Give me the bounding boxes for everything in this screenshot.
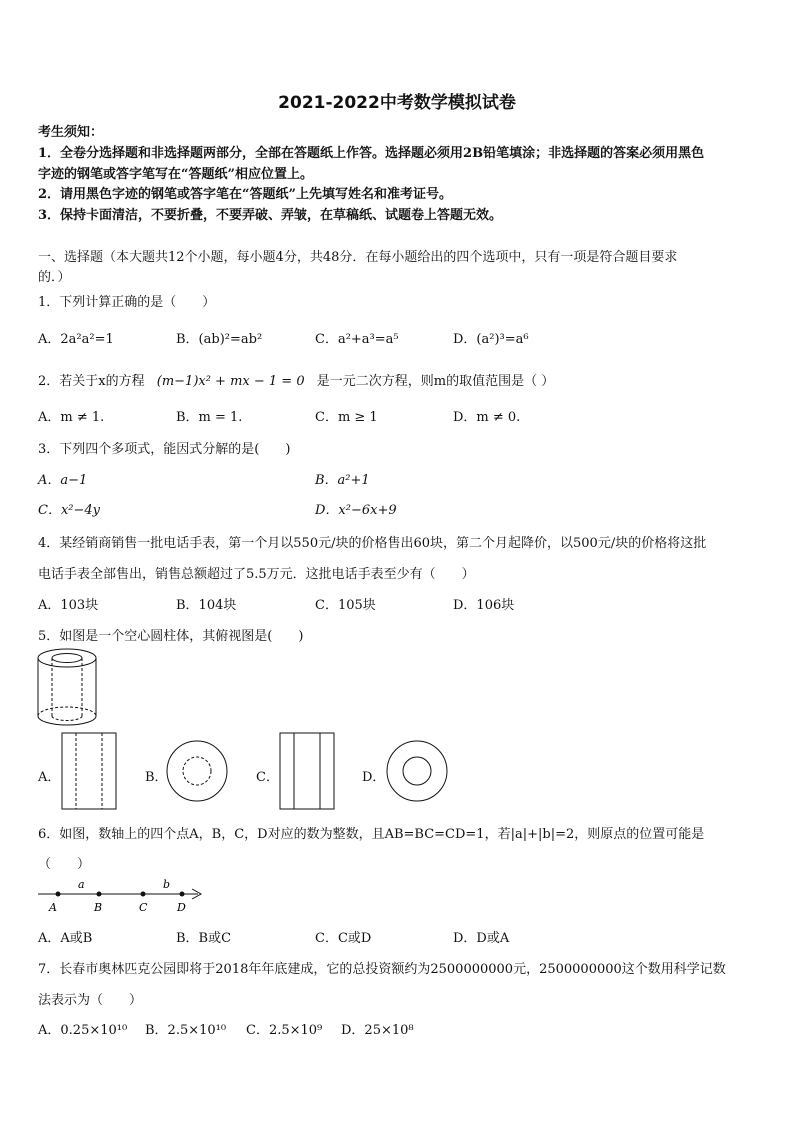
- section-heading-cont: 的．）: [38, 270, 71, 285]
- notice-item-1-cont: 字迹的钢笔或答字笔写在“答题纸”相应位置上。: [38, 167, 313, 182]
- q2-equation: (m−1)x² + mx − 1 = 0: [156, 374, 305, 389]
- q5-option-b[interactable]: B．: [145, 770, 168, 785]
- q6-option-d[interactable]: D．D或A: [453, 931, 510, 946]
- axis-label-c: C: [139, 901, 148, 914]
- q3-option-a[interactable]: A．a−1: [38, 473, 88, 488]
- q2-option-d[interactable]: D．m ≠ 0.: [453, 410, 521, 425]
- axis-mark-a: a: [78, 878, 85, 891]
- q2-stem: [38, 370, 554, 389]
- q3-option-c[interactable]: C．x²−4y: [38, 503, 100, 518]
- q1-option-b[interactable]: B．(ab)²=ab²: [176, 332, 263, 347]
- q7-option-d[interactable]: D．25×10⁸: [341, 1023, 414, 1038]
- notice-item-2: 2．请用黑色字迹的钢笔或答字笔在“答题纸”上先填写姓名和准考证号。: [38, 187, 453, 202]
- q1-stem: 1．下列计算正确的是（ ）: [38, 295, 216, 310]
- q2-option-c[interactable]: C．m ≥ 1: [315, 410, 378, 425]
- q7-option-a[interactable]: A．0.25×10¹⁰: [38, 1023, 128, 1038]
- hollow-cylinder-figure: [34, 646, 100, 728]
- q2-option-a[interactable]: A．m ≠ 1.: [38, 410, 105, 425]
- q2-stem-post: 是一元二次方程，则m的取值范围是（ ）: [316, 374, 555, 389]
- q1-option-c[interactable]: C．a²+a³=a⁵: [315, 332, 399, 347]
- q5-option-d-figure[interactable]: [384, 738, 450, 804]
- q7-option-b[interactable]: B．2.5×10¹⁰: [145, 1023, 227, 1038]
- q4-option-a[interactable]: A．103块: [38, 598, 99, 613]
- q5-option-a-figure[interactable]: [60, 731, 118, 811]
- q1-option-a[interactable]: A．2a²a²=1: [38, 332, 114, 347]
- q5-option-d[interactable]: D．: [362, 770, 386, 785]
- q6-stem-cont: （ ）: [38, 857, 91, 872]
- exam-title: 2021-2022中考数学模拟试卷: [278, 93, 516, 113]
- notice-item-1: 1．全卷分选择题和非选择题两部分，全部在答题纸上作答。选择题必须用2B铅笔填涂；非选择题的答案必须用黑色: [38, 146, 705, 161]
- q2-option-b[interactable]: B．m = 1.: [176, 410, 243, 425]
- number-line-figure: [36, 876, 206, 916]
- q4-option-c[interactable]: C．105块: [315, 598, 376, 613]
- axis-label-d: D: [177, 901, 186, 914]
- q6-option-b[interactable]: B．B或C: [176, 931, 232, 946]
- q4-stem-cont: 电话手表全部售出，销售总额超过了5.5万元．这批电话手表至少有（ ）: [38, 567, 475, 582]
- section-heading: 一、选择题（本大题共12个小题，每小题4分，共48分．在每小题给出的四个选项中，只有一项是符合题目要求: [38, 250, 678, 265]
- q5-option-c-figure[interactable]: [278, 731, 336, 811]
- q5-stem: 5．如图是一个空心圆柱体，其俯视图是( ): [38, 629, 304, 644]
- q1-option-d[interactable]: D．(a²)³=a⁶: [453, 332, 529, 347]
- notice-heading: 考生须知：: [38, 125, 104, 140]
- notice-item-3: 3．保持卡面清洁，不要折叠，不要弄破、弄皱，在草稿纸、试题卷上答题无效。: [38, 208, 503, 223]
- q4-option-b[interactable]: B．104块: [176, 598, 237, 613]
- q3-option-d[interactable]: D．x²−6x+9: [315, 503, 397, 518]
- axis-label-a: A: [49, 901, 57, 914]
- q5-option-c[interactable]: C．: [256, 770, 279, 785]
- q5-option-a[interactable]: A．: [38, 770, 61, 785]
- q3-stem: 3．下列四个多项式，能因式分解的是( ): [38, 442, 291, 457]
- q7-option-c[interactable]: C．2.5×10⁹: [246, 1023, 323, 1038]
- q6-option-a[interactable]: A．A或B: [38, 931, 93, 946]
- q4-stem: 4．某经销商销售一批电话手表，第一个月以550元/块的价格售出60块，第二个月起降价，以500元/块的价格将这批: [38, 536, 707, 551]
- axis-mark-b: b: [163, 878, 171, 891]
- axis-label-b: B: [94, 901, 103, 914]
- q5-option-b-figure[interactable]: [164, 738, 230, 804]
- q7-stem-cont: 法表示为（ ）: [38, 993, 143, 1008]
- q4-option-d[interactable]: D．106块: [453, 598, 515, 613]
- q6-option-c[interactable]: C．C或D: [315, 931, 372, 946]
- q2-stem-pre: 2．若关于x的方程: [38, 374, 145, 389]
- q7-stem: 7．长春市奥林匹克公园即将于2018年年底建成，它的总投资额约为2500000000元，2500000000这个数用科学记数: [38, 962, 726, 977]
- q3-option-b[interactable]: B．a²+1: [315, 473, 370, 488]
- q6-stem: 6．如图，数轴上的四个点A，B，C，D对应的数为整数，且AB=BC=CD=1，若|a|+|b|=2，则原点的位置可能是: [38, 827, 705, 842]
